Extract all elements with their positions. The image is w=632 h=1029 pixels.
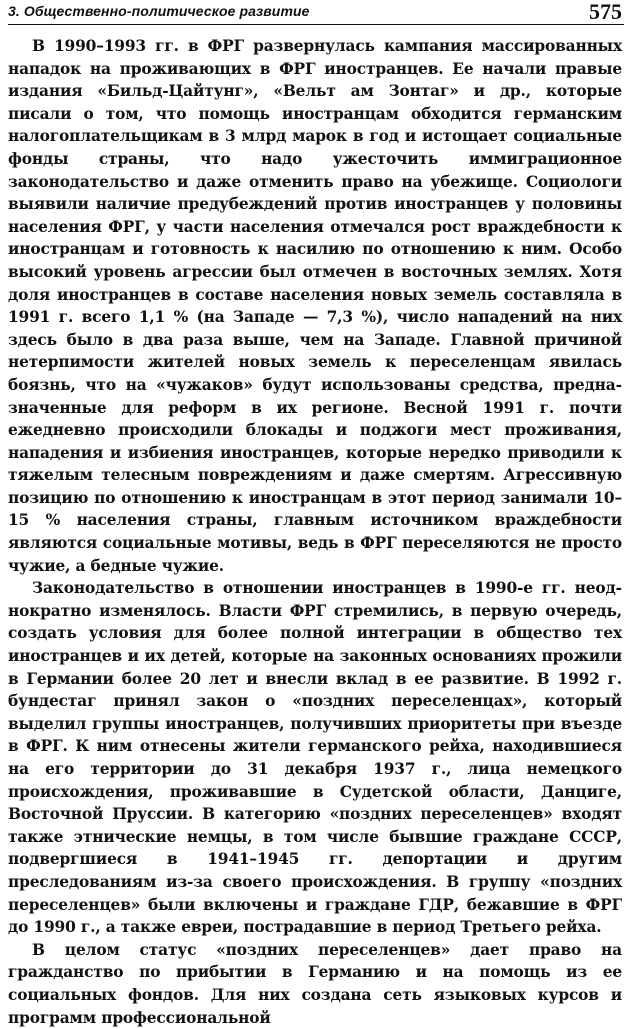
running-head: 3. Общественно-политическое развитие (8, 3, 310, 19)
paragraph: В целом статус «поздних переселенцев» дает право на гражданство по прибытии в Германию и на помощь из ее социальных фондов. Для них создана сеть языковых курсов и программ профессиональной (8, 940, 622, 1027)
paragraph: В 1990–1993 гг. в ФРГ развернулась кампания массированных нападок на проживающих в ФРГ иностранцев. Ее начали правые издания «Бильд-Цайтунг», «Вельт ам Зонтаг» и др., которые писали о том, что помощь иностранцам обходится германским налогоплательщикам в 3 млрд марок в год и истощает социальные фонды страны, что надо ужесточить иммиграционное законодательство и даже отменить право на убежище. Социологи выявили наличие предубеждений против иностранцев у половины населения ФРГ, у части населения отмечался рост враждебности к иностранцам и готовность к насилию по отношению к ним. Особо высокий уровень агрессии был отмечен в восточных землях. Хотя доля иностранцев в составе населения новых земель составляла в 1991 г. всего 1,1 % (на Западе — 7,3 %), число нападений на них здесь было в два раза выше, чем на Западе. Главной причиной нетерпимости жителей новых земель к переселенцам явилась боязнь, что на «чужаков» будут использованы средства, предназначенные для реформ в их регионе. Весной 1991 г. почти ежедневно происходили блокады и поджоги мест проживания, нападения и избиения иностранцев, которые нередко приводили к тяжелым телесным повреждениям и даже смертям. Агрессивную позицию по отношению к иностранцам в этот период занимали 10–15 % населения страны, главным источником враждебности являются социальные мотивы, ведь в ФРГ переселяются не просто чужие, а бедные чужие. (8, 37, 622, 575)
page-header (8, 0, 624, 25)
page-number: 575 (589, 0, 622, 24)
body-text (8, 35, 622, 1029)
paragraph: Законодательство в отношении иностранцев в 1990-е гг. неоднократно изменялось. Власти ФРГ стремились, в первую очередь, создать условия для более полной интеграции в общество тех иностранцев и их детей, которые на законных основаниях прожили в Германии более 20 лет и внесли вклад в ее развитие. В 1992 г. бундестаг принял закон о «поздних переселенцах», который выделил группы иностранцев, получивших приоритеты при въезде в ФРГ. К ним отнесены жители германского рейха, находившиеся на его территории до 31 декабря 1937 г., лица немецкого происхождения, проживавшие в Судетской области, Данциге, Восточной Пруссии. В категорию «поздних переселенцев» входят также этнические немцы, в том числе бывшие граждане СССР, подвергшиеся в 1941–1945 гг. депортации и другим преследованиям из-за своего происхождения. В группу «поздних переселенцев» были включены и граждане ГДР, бежавшие в ФРГ до 1990 г., а также евреи, пострадавшие в период Третьего рейха. (8, 579, 622, 937)
